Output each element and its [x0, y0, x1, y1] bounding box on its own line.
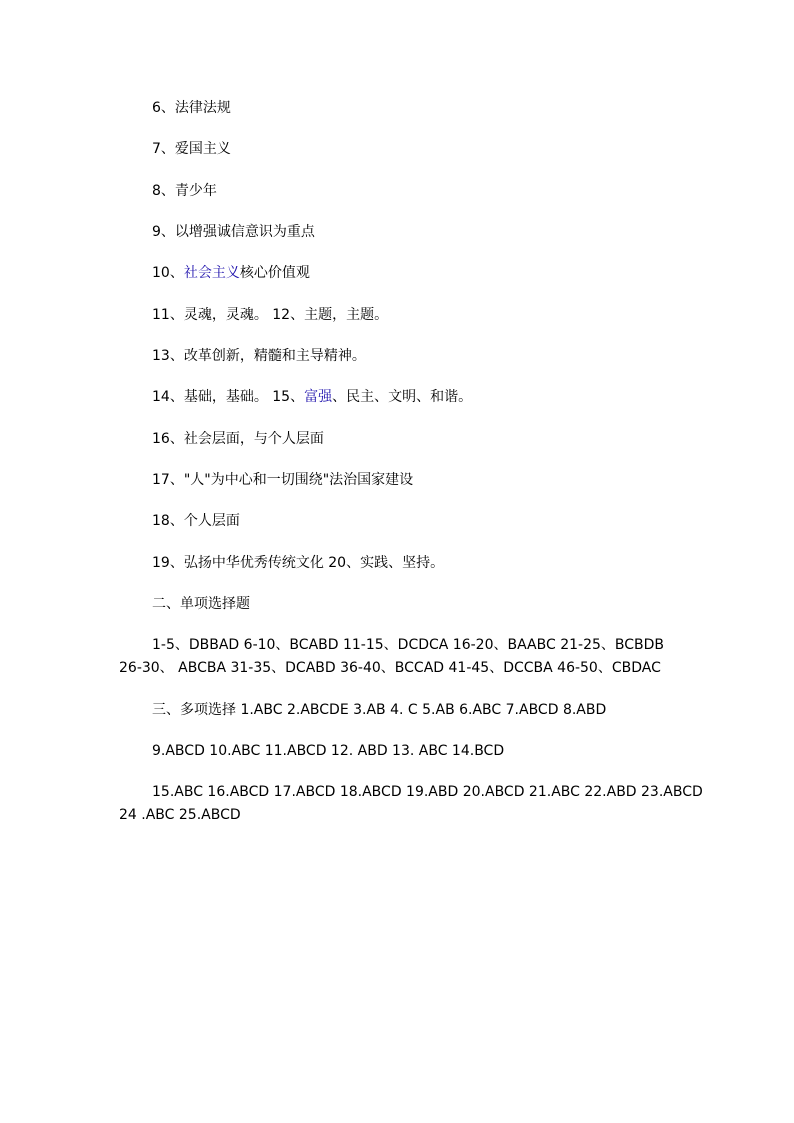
answer-item-6: 6、法律法规 [152, 100, 231, 116]
multi-choice-line1: 三、多项选择 1.ABC 2.ABCDE 3.AB 4. C 5.AB 6.ABC 7.ABCD 8.ABD [152, 702, 607, 718]
multi-choice-line4: 24 .ABC 25.ABCD [119, 807, 241, 823]
answer-item-10 [152, 264, 310, 282]
answer-item-19-20: 19、弘扬中华优秀传统文化 20、实践、坚持。 [152, 555, 445, 571]
answer-item-18: 18、个人层面 [152, 513, 240, 529]
answer-item-8: 8、青少年 [152, 183, 217, 199]
answer-item-7: 7、爱国主义 [152, 141, 231, 157]
socialism-link[interactable]: 社会主义 [183, 265, 240, 281]
answer-item-10-suffix: 核心价值观 [239, 265, 310, 281]
answer-item-9: 9、以增强诚信意识为重点 [152, 224, 315, 240]
section2-heading: 二、单项选择题 [152, 596, 250, 612]
answer-item-13: 13、改革创新，精髓和主导精神。 [152, 348, 366, 364]
answer-item-17: 17、"人"为中心和一切围绕"法治国家建设 [152, 472, 414, 488]
answer-item-14-prefix: 14、基础，基础。 15、 [152, 389, 305, 405]
answer-item-16: 16、社会层面，与个人层面 [152, 431, 324, 447]
multi-choice-line3: 15.ABC 16.ABCD 17.ABCD 18.ABCD 19.ABD 20.ABCD 21.ABC 22.ABD 23.ABCD [152, 784, 703, 800]
answer-item-15-suffix: 、民主、文明、和谐。 [332, 389, 473, 405]
answer-item-10-prefix: 10、 [152, 265, 184, 281]
multi-choice-line2: 9.ABCD 10.ABC 11.ABCD 12. ABD 13. ABC 14.BCD [152, 743, 505, 759]
single-choice-answers-line2: 26-30、 ABCBA 31-35、DCABD 36-40、BCCAD 41-45、DCCBA 46-50、CBDAC [119, 660, 661, 676]
single-choice-answers-line1: 1-5、DBBAD 6-10、BCABD 11-15、DCDCA 16-20、BAABC 21-25、BCBDB [152, 637, 665, 653]
answer-item-11-12: 11、灵魂，灵魂。 12、主题，主题。 [152, 307, 389, 323]
prosperity-link[interactable]: 富强 [304, 389, 333, 405]
answer-item-14-15 [152, 388, 472, 406]
